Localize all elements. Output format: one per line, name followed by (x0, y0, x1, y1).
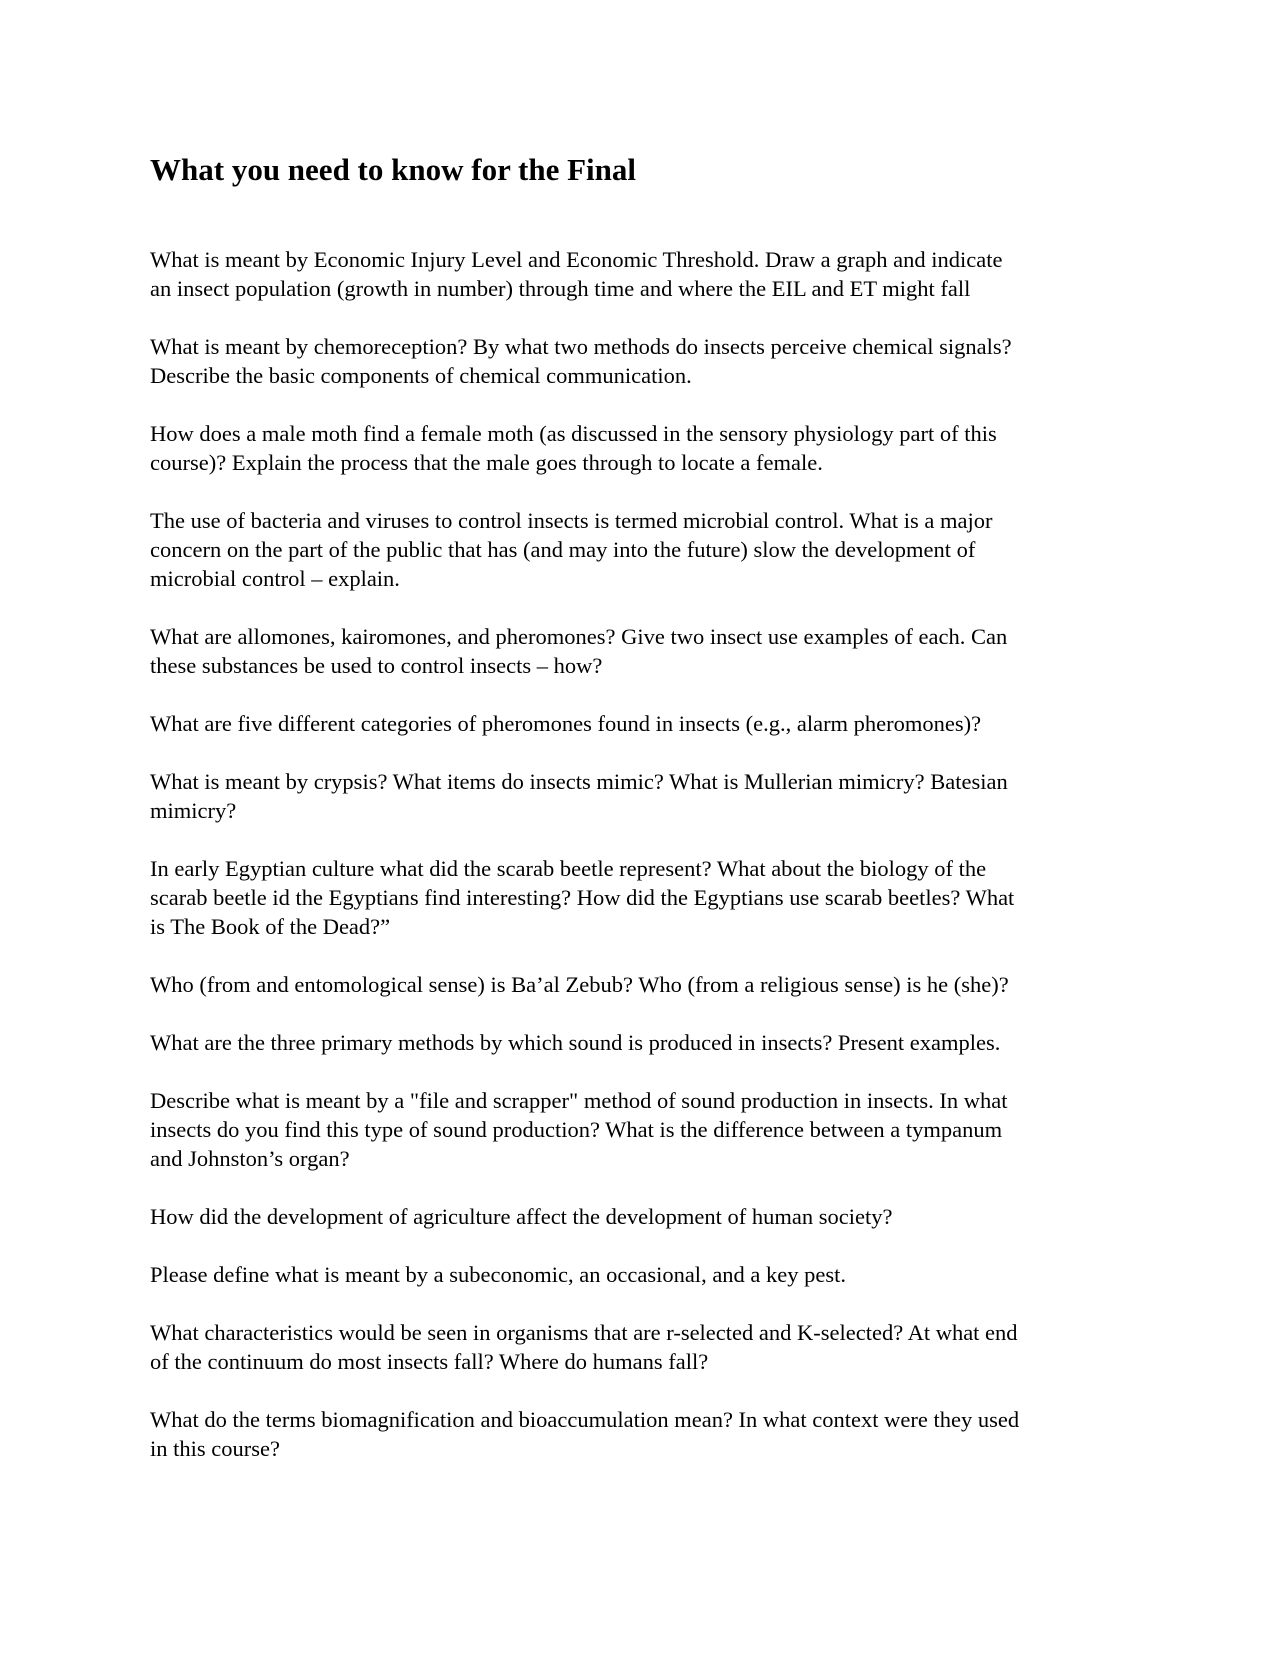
question-text-line: What is meant by crypsis? What items do insects mimic? What is Mullerian mimicry? Batesian (150, 769, 1008, 794)
question-text-line: Please define what is meant by a subeconomic, an occasional, and a key pest. (150, 1262, 847, 1287)
question-text-line: in this course? (150, 1436, 280, 1461)
question-paragraph (150, 1086, 1140, 1173)
question-text-line: and Johnston’s organ? (150, 1146, 350, 1171)
question-text-line: What is meant by Economic Injury Level and Economic Threshold. Draw a graph and indicate (150, 247, 1003, 272)
question-paragraph (150, 709, 1140, 738)
question-paragraph (150, 767, 1140, 825)
question-text-line: Who (from and entomological sense) is Ba’al Zebub? Who (from a religious sense) is he (she)? (150, 972, 1009, 997)
question-text-line: In early Egyptian culture what did the scarab beetle represent? What about the biology of the (150, 856, 987, 881)
question-text-line: scarab beetle id the Egyptians find interesting? How did the Egyptians use scarab beetles? What (150, 885, 1015, 910)
question-text-line: Describe what is meant by a "file and scrapper" method of sound production in insects. In what (150, 1088, 1008, 1113)
question-text-line: is The Book of the Dead?” (150, 914, 391, 939)
question-paragraph (150, 245, 1140, 303)
question-text-line: insects do you find this type of sound production? What is the difference between a tympanum (150, 1117, 1003, 1142)
question-text-line: microbial control – explain. (150, 566, 400, 591)
question-paragraph (150, 622, 1140, 680)
question-text-line: Describe the basic components of chemical communication. (150, 363, 692, 388)
question-paragraph (150, 332, 1140, 390)
question-paragraph (150, 419, 1140, 477)
question-paragraph (150, 1405, 1140, 1463)
question-paragraph (150, 1318, 1140, 1376)
question-list (150, 245, 1140, 1492)
question-text-line: an insect population (growth in number) through time and where the EIL and ET might fall (150, 276, 971, 301)
question-text-line: mimicry? (150, 798, 237, 823)
question-text-line: concern on the part of the public that has (and may into the future) slow the development of (150, 537, 976, 562)
question-paragraph (150, 1202, 1140, 1231)
page-title: What you need to know for the Final (150, 152, 636, 187)
question-paragraph (150, 970, 1140, 999)
question-text-line: What are five different categories of pheromones found in insects (e.g., alarm pheromones)? (150, 711, 982, 736)
question-paragraph (150, 1260, 1140, 1289)
question-text-line: What is meant by chemoreception? By what two methods do insects perceive chemical signals? (150, 334, 1012, 359)
question-text-line: these substances be used to control insects – how? (150, 653, 603, 678)
question-text-line: What characteristics would be seen in organisms that are r-selected and K-selected? At what end (150, 1320, 1018, 1345)
question-paragraph (150, 506, 1140, 593)
question-paragraph (150, 1028, 1140, 1057)
question-text-line: What do the terms biomagnification and bioaccumulation mean? In what context were they used (150, 1407, 1020, 1432)
question-text-line: How did the development of agriculture affect the development of human society? (150, 1204, 893, 1229)
question-text-line: What are the three primary methods by which sound is produced in insects? Present examples. (150, 1030, 1001, 1055)
question-text-line: How does a male moth find a female moth (as discussed in the sensory physiology part of this (150, 421, 997, 446)
question-text-line: course)? Explain the process that the male goes through to locate a female. (150, 450, 823, 475)
question-text-line: The use of bacteria and viruses to control insects is termed microbial control. What is a major (150, 508, 993, 533)
question-text-line: of the continuum do most insects fall? Where do humans fall? (150, 1349, 709, 1374)
question-paragraph (150, 854, 1140, 941)
question-text-line: What are allomones, kairomones, and pheromones? Give two insect use examples of each. Can (150, 624, 1008, 649)
